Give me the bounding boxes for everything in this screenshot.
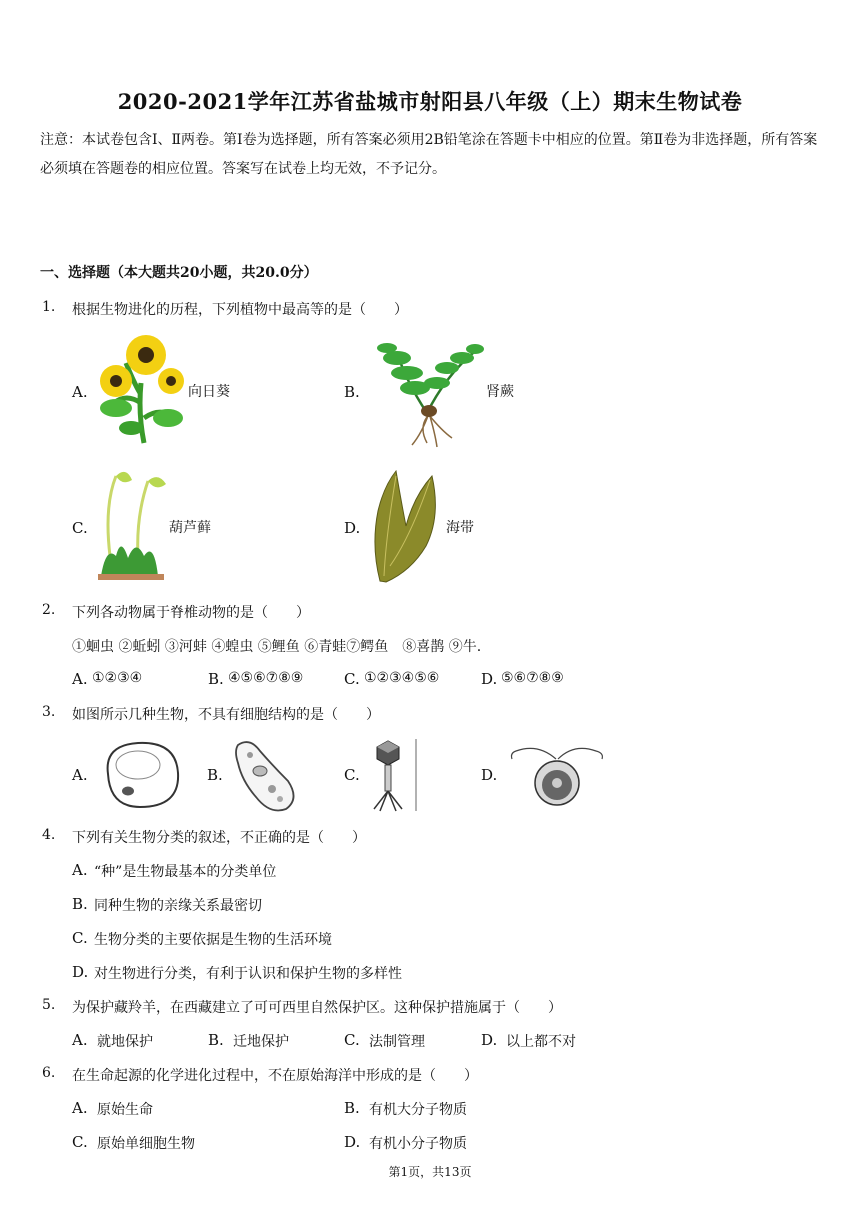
option-label: 原始生命 <box>97 1102 153 1118</box>
option-label: “种”是生物最基本的分类单位 <box>94 864 277 880</box>
question-text: 为保护藏羚羊，在西藏建立了可可西里自然保护区。这种保护措施属于（ ） <box>72 1000 562 1016</box>
question-number: 1. <box>42 299 56 315</box>
option-letter: C. <box>72 929 88 947</box>
option-label: 同种生物的亲缘关系最密切 <box>94 898 262 914</box>
option-letter: A. <box>72 766 88 784</box>
option-label: ①②③④ <box>92 670 143 686</box>
exam-notice: 注意：本试卷包含Ⅰ、Ⅱ两卷。第Ⅰ卷为选择题，所有答案必须用2B铅笔涂在答题卡中相应的位置。第Ⅱ卷为非选择题，所有答案必须填在答题卷的相应位置。答案写在试卷上均无效，不予记分。 <box>40 132 818 177</box>
option-letter: C. <box>344 670 360 688</box>
option-label: 海带 <box>446 520 474 536</box>
bacteriophage-icon <box>366 737 420 813</box>
option-letter: D. <box>481 766 498 784</box>
option-label: 有机大分子物质 <box>369 1102 467 1118</box>
option-letter: A. <box>72 670 88 688</box>
paramecium-icon <box>230 737 298 813</box>
question-number: 6. <box>42 1065 56 1081</box>
question-text: 如图所示几种生物，不具有细胞结构的是（ ） <box>72 707 380 723</box>
option-letter: A. <box>72 1099 88 1117</box>
option-label: 以上都不对 <box>506 1034 576 1050</box>
page-footer: 第1页，共13页 <box>388 1165 472 1179</box>
option-label: 就地保护 <box>97 1034 153 1050</box>
page-title: 2020-2021学年江苏省盐城市射阳县八年级（上）期末生物试卷 <box>117 89 743 114</box>
option-label: 法制管理 <box>369 1034 425 1050</box>
option-label: 生物分类的主要依据是生物的生活环境 <box>94 932 332 948</box>
chlamydomonas-icon <box>508 739 606 809</box>
option-label: 向日葵 <box>188 384 230 400</box>
question-text: 下列有关生物分类的叙述，不正确的是（ ） <box>72 830 366 846</box>
option-label: 迁地保护 <box>233 1034 289 1050</box>
option-letter: C. <box>344 766 360 784</box>
yeast-cell-icon <box>98 739 182 811</box>
option-letter: C. <box>72 519 88 537</box>
option-label: ④⑤⑥⑦⑧⑨ <box>228 670 304 686</box>
question-number: 4. <box>42 827 56 843</box>
option-label: 葫芦藓 <box>169 520 211 536</box>
kelp-icon <box>366 466 442 586</box>
option-letter: A. <box>72 383 88 401</box>
option-letter: A. <box>72 861 88 879</box>
option-label: ⑤⑥⑦⑧⑨ <box>501 670 564 686</box>
option-letter: C. <box>344 1031 360 1049</box>
option-letter: B. <box>344 1099 360 1117</box>
option-letter: B. <box>208 670 224 688</box>
option-letter: B. <box>207 766 223 784</box>
option-letter: A. <box>72 1031 88 1049</box>
section-heading: 一、选择题（本大题共20小题，共20.0分） <box>40 265 318 281</box>
fern-icon <box>367 333 485 449</box>
option-label: 肾蕨 <box>486 384 514 400</box>
question-number: 2. <box>42 602 56 618</box>
question-number: 3. <box>42 704 56 720</box>
option-label: 原始单细胞生物 <box>97 1136 195 1152</box>
option-letter: B. <box>344 383 360 401</box>
option-letter: B. <box>72 895 88 913</box>
question-number: 5. <box>42 997 56 1013</box>
question-text: 在生命起源的化学进化过程中，不在原始海洋中形成的是（ ） <box>72 1068 478 1084</box>
question-text: 下列各动物属于脊椎动物的是（ ） <box>72 605 310 621</box>
option-letter: D. <box>481 1031 498 1049</box>
option-letter: D. <box>344 1133 361 1151</box>
option-label: 有机小分子物质 <box>369 1136 467 1152</box>
question-sub-list: ①蛔虫 ②蚯蚓 ③河蚌 ④蝗虫 ⑤鲤鱼 ⑥青蛙⑦鳄鱼 ⑧喜鹊 ⑨牛. <box>72 639 482 655</box>
option-letter: B. <box>208 1031 224 1049</box>
option-letter: D. <box>72 963 89 981</box>
option-letter: D. <box>481 670 498 688</box>
sunflower-icon <box>96 333 186 445</box>
option-letter: D. <box>344 519 361 537</box>
option-label: ①②③④⑤⑥ <box>364 670 440 686</box>
option-label: 对生物进行分类，有利于认识和保护生物的多样性 <box>94 966 402 982</box>
question-text: 根据生物进化的历程，下列植物中最高等的是（ ） <box>72 302 408 318</box>
option-letter: C. <box>72 1133 88 1151</box>
moss-icon <box>96 466 168 584</box>
